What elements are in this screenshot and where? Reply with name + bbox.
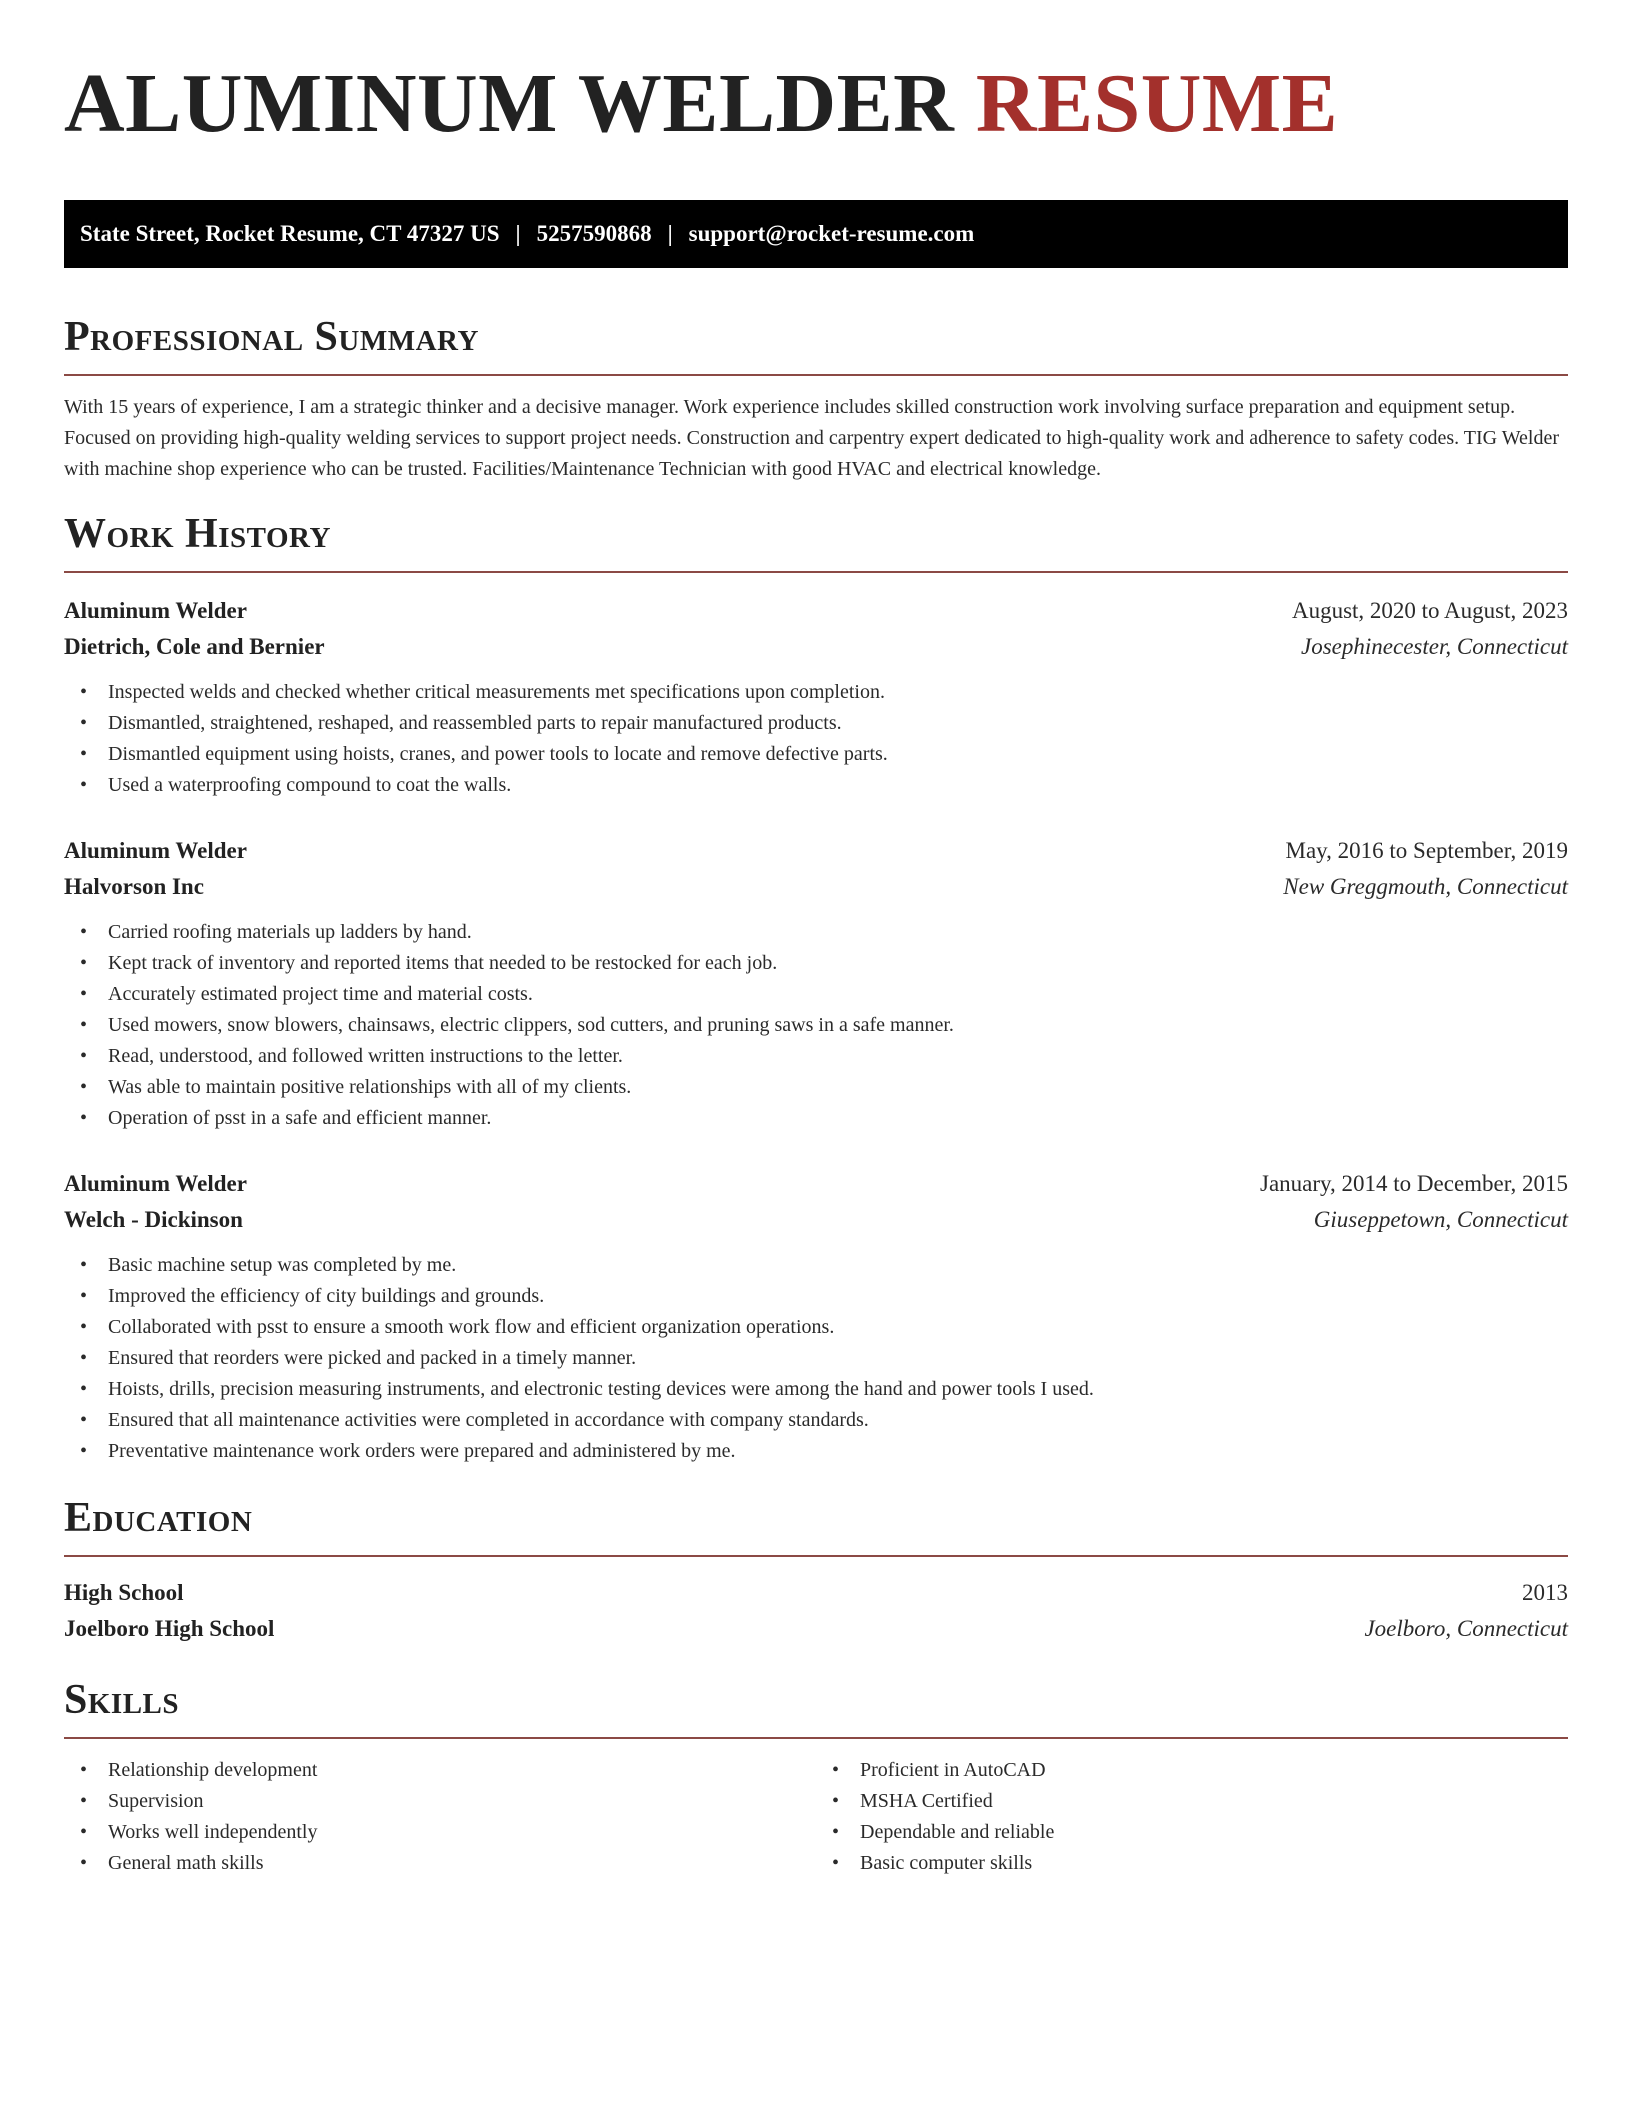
section-heading-summary: Professional Summary: [64, 312, 1568, 376]
skills-grid: [64, 1755, 1568, 1879]
job-title: Aluminum Welder: [64, 598, 247, 623]
duty-item: • Operation of psst in a safe and efficient manner.: [64, 1103, 1568, 1134]
duty-item: • Used a waterproofing compound to coat the walls.: [64, 770, 1568, 801]
contact-address: State Street, Rocket Resume, CT 47327 US: [80, 221, 500, 246]
job-dates: August, 2020 to August, 2023: [1291, 598, 1568, 623]
duty-item: • Ensured that all maintenance activities were completed in accordance with company standards.: [64, 1405, 1568, 1436]
duty-item: • Hoists, drills, precision measuring instruments, and electronic testing devices were among the hand and power tools I used.: [64, 1374, 1568, 1405]
job-company: Halvorson Inc: [64, 874, 204, 899]
job-entry: [64, 593, 1568, 801]
skill-item: • MSHA Certified: [816, 1786, 1568, 1817]
job-entry: [64, 1166, 1568, 1467]
duty-item: • Was able to maintain positive relationships with all of my clients.: [64, 1072, 1568, 1103]
skill-item: • Relationship development: [64, 1755, 816, 1786]
job-company: Welch - Dickinson: [64, 1207, 243, 1232]
skill-item: • General math skills: [64, 1848, 816, 1879]
job-location: Josephinecester, Connecticut: [1301, 634, 1568, 659]
skill-item: • Proficient in AutoCAD: [816, 1755, 1568, 1786]
education-year: 2013: [1522, 1580, 1568, 1605]
job-title: Aluminum Welder: [64, 1171, 247, 1196]
summary-text: With 15 years of experience, I am a strategic thinker and a decisive manager. Work experience includes skilled construction work involving surface preparation and equipment setup. Focused on providing high-quality welding services to support project needs. Construction and carpentry expert dedicated to high-quality work and adherence to safety codes. TIG Welder with machine shop experience who can be trusted. Facilities/Maintenance Technician with good HVAC and electrical knowledge.: [64, 396, 1560, 480]
duty-item: • Used mowers, snow blowers, chainsaws, electric clippers, sod cutters, and pruning saws in a safe manner.: [64, 1010, 1568, 1041]
skills-column-left: [64, 1755, 816, 1879]
section-heading-work: Work History: [64, 509, 1568, 573]
contact-separator: |: [667, 221, 673, 246]
job-title: Aluminum Welder: [64, 838, 247, 863]
duty-item: • Carried roofing materials up ladders by hand.: [64, 917, 1568, 948]
duty-item: • Preventative maintenance work orders were prepared and administered by me.: [64, 1436, 1568, 1467]
contact-phone: 5257590868: [536, 221, 652, 246]
duty-item: • Improved the efficiency of city buildings and grounds.: [64, 1281, 1568, 1312]
duty-item: • Accurately estimated project time and material costs.: [64, 979, 1568, 1010]
job-location: New Greggmouth, Connecticut: [1283, 874, 1568, 899]
job-location: Giuseppetown, Connecticut: [1313, 1207, 1568, 1232]
job-duties: [64, 917, 1568, 1134]
duty-item: • Dismantled, straightened, reshaped, and reassembled parts to repair manufactured products.: [64, 708, 1568, 739]
job-duties: [64, 677, 1568, 801]
duty-item: • Inspected welds and checked whether critical measurements met specifications upon completion.: [64, 677, 1568, 708]
contact-separator: |: [515, 221, 521, 246]
section-heading-skills: Skills: [64, 1675, 1568, 1739]
duty-item: • Basic machine setup was completed by me.: [64, 1250, 1568, 1281]
contact-email: support@rocket-resume.com: [688, 221, 975, 246]
job-duties: [64, 1250, 1568, 1467]
duty-item: • Collaborated with psst to ensure a smooth work flow and efficient organization operations.: [64, 1312, 1568, 1343]
duty-item: • Ensured that reorders were picked and packed in a timely manner.: [64, 1343, 1568, 1374]
education-location: Joelboro, Connecticut: [1364, 1616, 1568, 1641]
education-degree: High School: [64, 1580, 184, 1605]
education-school: Joelboro High School: [64, 1616, 275, 1641]
title-main: ALUMINUM WELDER: [64, 57, 955, 150]
skill-item: • Works well independently: [64, 1817, 816, 1848]
duty-item: • Read, understood, and followed written instructions to the letter.: [64, 1041, 1568, 1072]
job-entry: [64, 833, 1568, 1134]
section-heading-education: Education: [64, 1493, 1568, 1557]
resume-title: [64, 0, 1568, 150]
title-accent: RESUME: [975, 57, 1339, 150]
duty-item: • Kept track of inventory and reported items that needed to be restocked for each job.: [64, 948, 1568, 979]
skill-item: • Supervision: [64, 1786, 816, 1817]
skill-item: • Dependable and reliable: [816, 1817, 1568, 1848]
job-dates: May, 2016 to September, 2019: [1285, 838, 1568, 863]
education-entry: [64, 1575, 1568, 1647]
contact-bar: [64, 200, 1568, 268]
duty-item: • Dismantled equipment using hoists, cranes, and power tools to locate and remove defective parts.: [64, 739, 1568, 770]
skills-column-right: [816, 1755, 1568, 1879]
job-dates: January, 2014 to December, 2015: [1260, 1171, 1568, 1196]
skill-item: • Basic computer skills: [816, 1848, 1568, 1879]
job-company: Dietrich, Cole and Bernier: [64, 634, 325, 659]
